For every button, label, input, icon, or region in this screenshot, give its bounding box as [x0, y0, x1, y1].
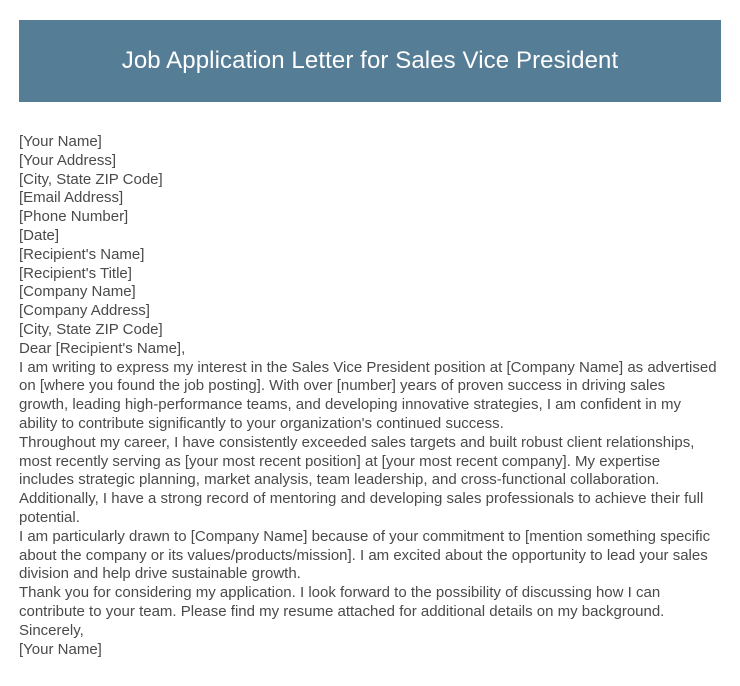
document-header-banner: [19, 20, 721, 102]
sender-email: [Email Address]: [19, 189, 124, 207]
letter-paragraph-1: I am writing to express my interest in the Sales Vice President position at [Company Name] as advertised on [where you found the job posting]. With over [number] years of proven success in driving sales growth, leading high-performance teams, and developing innovative strategies, I am confident in my ability to contribute significantly to your organization's continued success.: [19, 358, 717, 432]
letter-paragraph-4: Thank you for considering my application. I look forward to the possibility of discussing how I can contribute to your team. Please find my resume attached for additional details on my background.: [19, 584, 665, 620]
page-title: Job Application Letter for Sales Vice President: [121, 46, 619, 74]
recipient-city-state-zip: [City, State ZIP Code]: [19, 320, 163, 338]
recipient-name: [Recipient's Name]: [19, 245, 145, 263]
recipient-company-name: [Company Name]: [19, 283, 136, 301]
sender-name: [Your Name]: [19, 133, 102, 150]
sender-address: [Your Address]: [19, 151, 117, 169]
sender-address-block: [19, 133, 717, 227]
letter-date: [Date]: [19, 226, 60, 244]
recipient-address-block: [19, 246, 717, 340]
letter-signature: [Your Name]: [19, 640, 102, 658]
sender-city-state-zip: [City, State ZIP Code]: [19, 170, 163, 188]
sender-phone: [Phone Number]: [19, 208, 129, 226]
letter-body: [19, 133, 717, 659]
recipient-title: [Recipient's Title]: [19, 264, 132, 282]
letter-salutation: Dear [Recipient's Name],: [19, 339, 186, 357]
letter-paragraph-2: Throughout my career, I have consistently exceeded sales targets and built robust client relationships, most recently serving as [your most recent position] at [your most recent company]. My expertise includes strategic planning, market analysis, team leadership, and cross-functional collaboration. Additionally, I have a strong record of mentoring and developing sales professionals to achieve their full potential.: [19, 433, 704, 526]
letter-closing: Sincerely,: [19, 621, 84, 639]
letter-paragraph-3: I am particularly drawn to [Company Name] because of your commitment to [mention something specific about the company or its values/products/mission]. I am excited about the opportunity to lead your sales division and help drive sustainable growth.: [19, 527, 711, 583]
recipient-company-address: [Company Address]: [19, 302, 150, 320]
